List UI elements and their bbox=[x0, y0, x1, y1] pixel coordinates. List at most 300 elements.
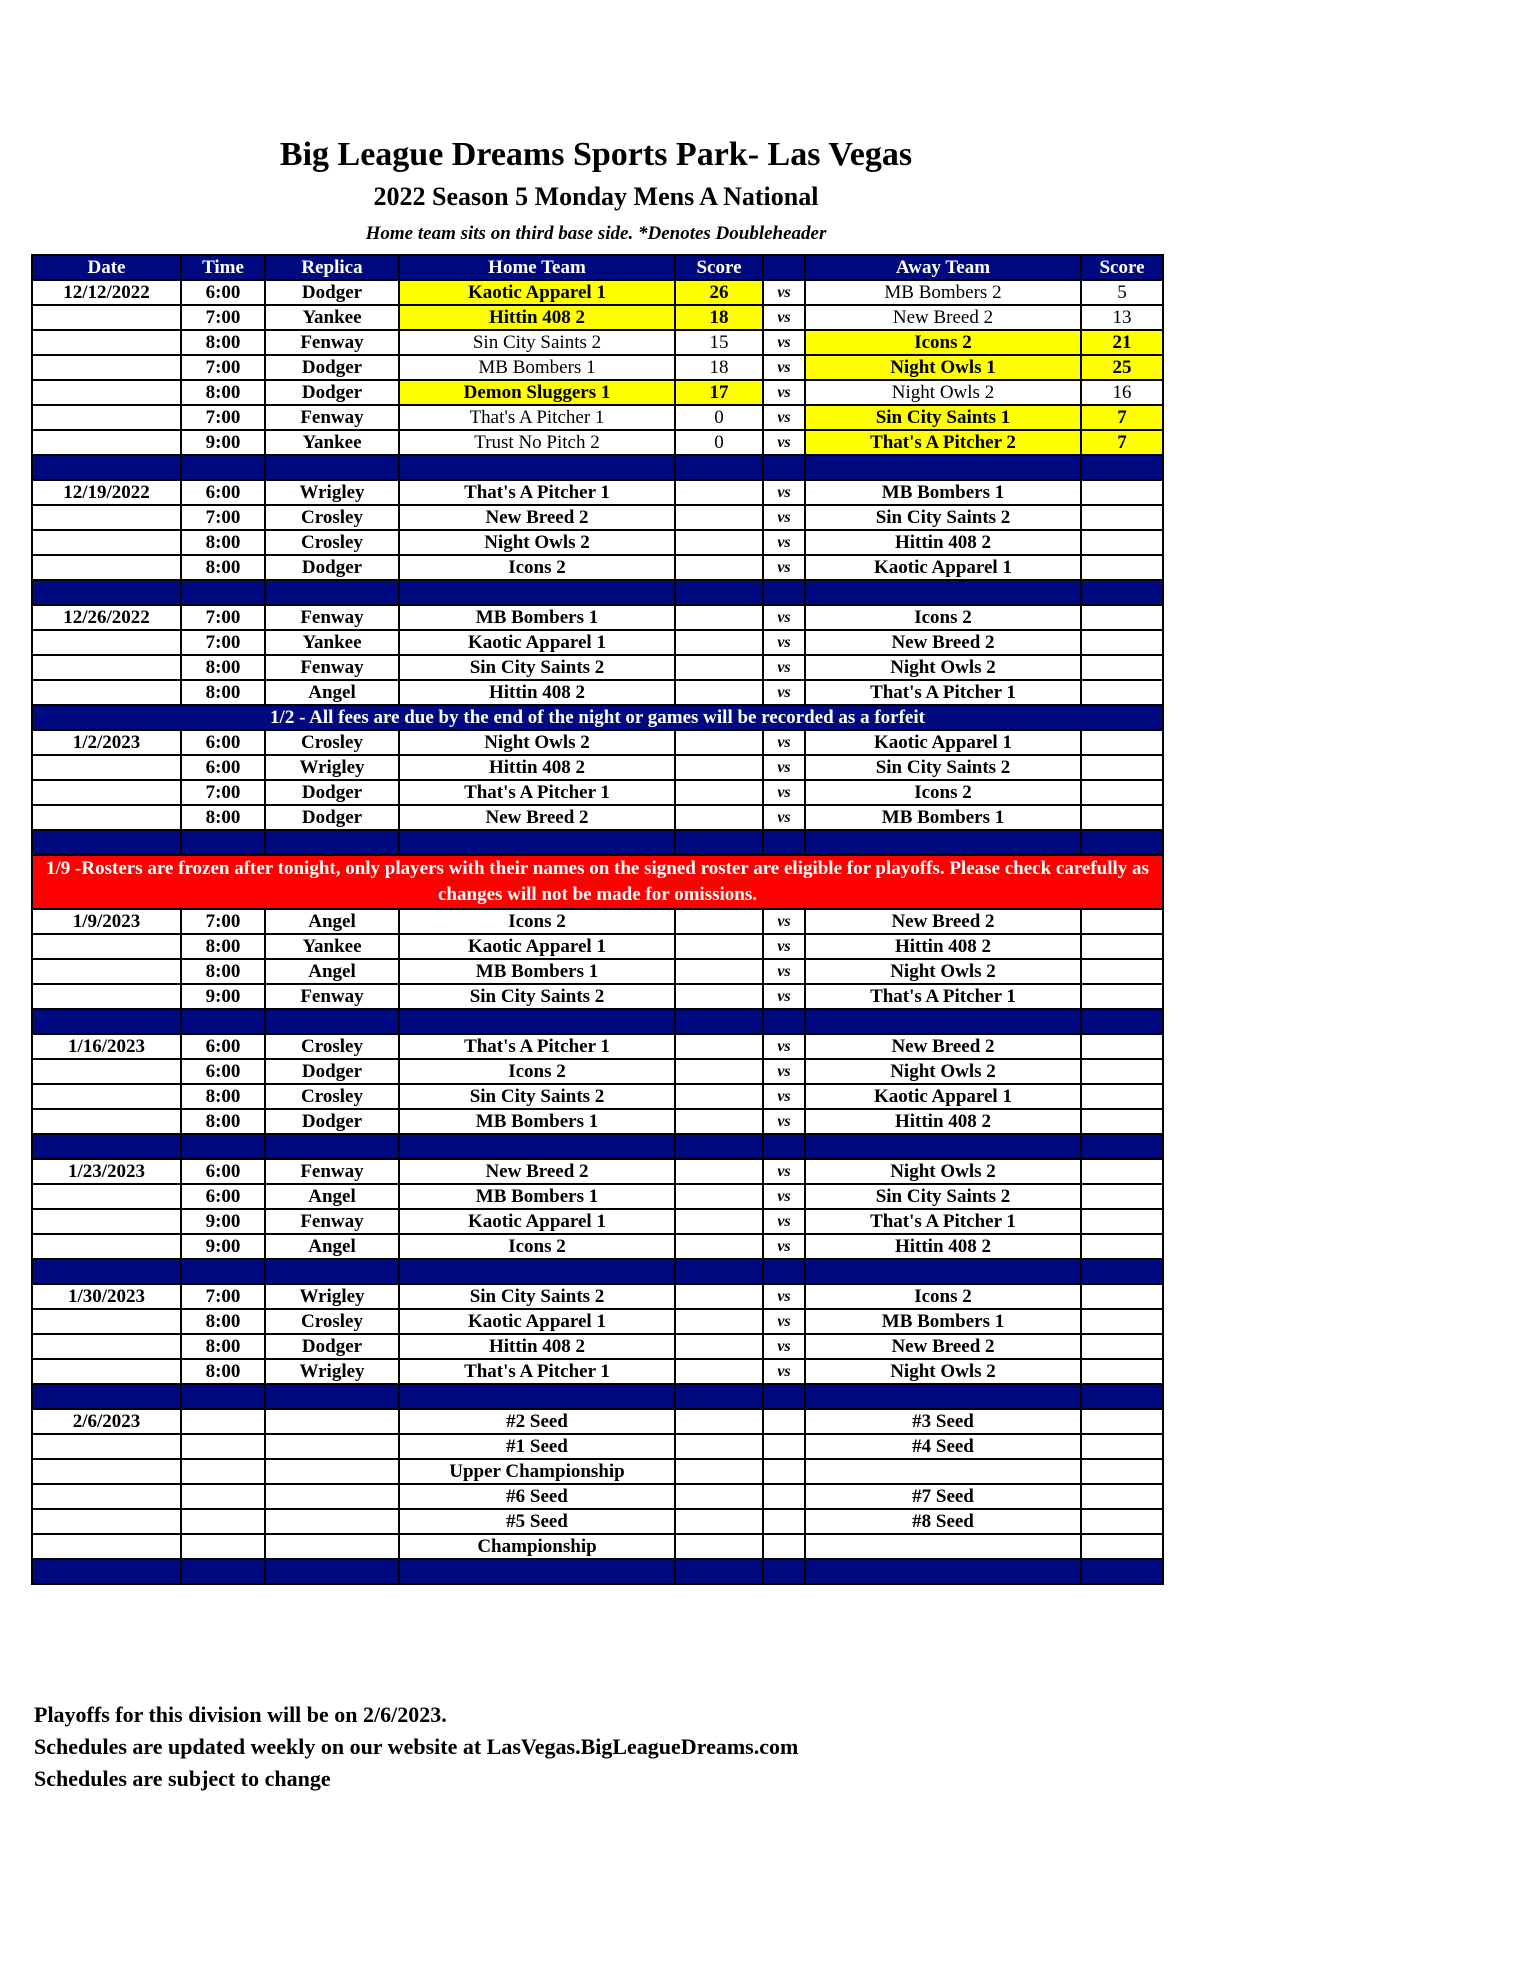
game-date bbox=[32, 755, 181, 780]
page-subtitle: 2022 Season 5 Monday Mens A National bbox=[373, 182, 819, 211]
fee-notice-row bbox=[32, 705, 1163, 730]
separator-cell bbox=[181, 1009, 265, 1034]
game-row bbox=[32, 555, 1163, 580]
home-score: 0 bbox=[675, 405, 763, 430]
separator-cell bbox=[1081, 455, 1163, 480]
separator-cell bbox=[805, 455, 1081, 480]
game-field: Wrigley bbox=[265, 755, 399, 780]
game-row bbox=[32, 1084, 1163, 1109]
separator-cell bbox=[1081, 1009, 1163, 1034]
game-time: 6:00 bbox=[181, 755, 265, 780]
home-team: That's A Pitcher 1 bbox=[399, 480, 675, 505]
game-time: 7:00 bbox=[181, 605, 265, 630]
home-score bbox=[675, 934, 763, 959]
separator-cell bbox=[1081, 830, 1163, 855]
vs-label bbox=[763, 1534, 805, 1559]
home-score bbox=[675, 1534, 763, 1559]
game-time: 7:00 bbox=[181, 630, 265, 655]
game-time: 8:00 bbox=[181, 1309, 265, 1334]
away-score: 5 bbox=[1081, 280, 1163, 305]
game-row bbox=[32, 755, 1163, 780]
separator-cell bbox=[675, 455, 763, 480]
game-field: Crosley bbox=[265, 530, 399, 555]
vs-label: vs bbox=[763, 430, 805, 455]
week-separator bbox=[32, 1559, 1163, 1584]
game-time: 7:00 bbox=[181, 355, 265, 380]
separator-cell bbox=[805, 1559, 1081, 1584]
game-time: 8:00 bbox=[181, 934, 265, 959]
away-score bbox=[1081, 1084, 1163, 1109]
game-date: 1/30/2023 bbox=[32, 1284, 181, 1309]
away-score bbox=[1081, 1459, 1163, 1484]
separator-cell bbox=[181, 1559, 265, 1584]
away-team: #7 Seed bbox=[805, 1484, 1081, 1509]
home-score bbox=[675, 605, 763, 630]
separator-cell bbox=[399, 1009, 675, 1034]
game-time: 8:00 bbox=[181, 1334, 265, 1359]
week-separator bbox=[32, 1134, 1163, 1159]
game-date: 1/9/2023 bbox=[32, 909, 181, 934]
home-team: Sin City Saints 2 bbox=[399, 655, 675, 680]
separator-cell bbox=[399, 1259, 675, 1284]
separator-cell bbox=[763, 1559, 805, 1584]
column-header bbox=[763, 255, 805, 280]
away-team: Night Owls 2 bbox=[805, 1059, 1081, 1084]
game-field: Wrigley bbox=[265, 1359, 399, 1384]
game-date bbox=[32, 780, 181, 805]
vs-label: vs bbox=[763, 1359, 805, 1384]
game-time: 8:00 bbox=[181, 680, 265, 705]
home-team: Icons 2 bbox=[399, 909, 675, 934]
away-score bbox=[1081, 555, 1163, 580]
vs-label: vs bbox=[763, 380, 805, 405]
home-score bbox=[675, 755, 763, 780]
vs-label: vs bbox=[763, 984, 805, 1009]
home-score bbox=[675, 1284, 763, 1309]
game-date bbox=[32, 1209, 181, 1234]
vs-label: vs bbox=[763, 1334, 805, 1359]
footer-line: Schedules are subject to change bbox=[34, 1766, 331, 1791]
separator-cell bbox=[181, 830, 265, 855]
home-team: Sin City Saints 2 bbox=[399, 1284, 675, 1309]
game-row bbox=[32, 480, 1163, 505]
game-time: 7:00 bbox=[181, 1284, 265, 1309]
game-row bbox=[32, 1059, 1163, 1084]
game-field: Dodger bbox=[265, 1334, 399, 1359]
vs-label bbox=[763, 1434, 805, 1459]
game-row bbox=[32, 1334, 1163, 1359]
game-date bbox=[32, 934, 181, 959]
game-time: 9:00 bbox=[181, 984, 265, 1009]
game-row bbox=[32, 405, 1163, 430]
home-score bbox=[675, 730, 763, 755]
separator-cell bbox=[675, 1384, 763, 1409]
home-team: Hittin 408 2 bbox=[399, 680, 675, 705]
game-field: Dodger bbox=[265, 1059, 399, 1084]
home-score bbox=[675, 555, 763, 580]
home-team: Kaotic Apparel 1 bbox=[399, 934, 675, 959]
away-score: 16 bbox=[1081, 380, 1163, 405]
away-score bbox=[1081, 1284, 1163, 1309]
vs-label: vs bbox=[763, 805, 805, 830]
vs-label bbox=[763, 1409, 805, 1434]
game-row bbox=[32, 1234, 1163, 1259]
game-date bbox=[32, 1309, 181, 1334]
home-score bbox=[675, 1334, 763, 1359]
away-team: MB Bombers 1 bbox=[805, 1309, 1081, 1334]
game-field: Yankee bbox=[265, 934, 399, 959]
week-separator bbox=[32, 580, 1163, 605]
game-time: 7:00 bbox=[181, 405, 265, 430]
away-team: Hittin 408 2 bbox=[805, 934, 1081, 959]
vs-label: vs bbox=[763, 1234, 805, 1259]
game-row bbox=[32, 1409, 1163, 1434]
home-team: Kaotic Apparel 1 bbox=[399, 1209, 675, 1234]
away-team: New Breed 2 bbox=[805, 909, 1081, 934]
game-date bbox=[32, 655, 181, 680]
column-header: Score bbox=[1081, 255, 1163, 280]
game-field: Crosley bbox=[265, 1084, 399, 1109]
away-score bbox=[1081, 530, 1163, 555]
game-time: 6:00 bbox=[181, 730, 265, 755]
away-score bbox=[1081, 505, 1163, 530]
separator-cell bbox=[181, 455, 265, 480]
home-score bbox=[675, 805, 763, 830]
vs-label: vs bbox=[763, 630, 805, 655]
home-team: Icons 2 bbox=[399, 555, 675, 580]
away-team: Sin City Saints 1 bbox=[805, 405, 1081, 430]
vs-label: vs bbox=[763, 530, 805, 555]
game-field bbox=[265, 1509, 399, 1534]
game-date bbox=[32, 1109, 181, 1134]
separator-cell bbox=[32, 1559, 181, 1584]
game-time bbox=[181, 1459, 265, 1484]
away-team: Kaotic Apparel 1 bbox=[805, 555, 1081, 580]
week-separator bbox=[32, 1384, 1163, 1409]
vs-label: vs bbox=[763, 405, 805, 430]
game-time: 6:00 bbox=[181, 1034, 265, 1059]
away-score: 25 bbox=[1081, 355, 1163, 380]
game-time: 8:00 bbox=[181, 1359, 265, 1384]
vs-label: vs bbox=[763, 330, 805, 355]
home-team: Championship bbox=[399, 1534, 675, 1559]
separator-cell bbox=[1081, 1559, 1163, 1584]
home-team: #1 Seed bbox=[399, 1434, 675, 1459]
separator-cell bbox=[805, 1259, 1081, 1284]
separator-cell bbox=[399, 1559, 675, 1584]
game-date bbox=[32, 1334, 181, 1359]
home-team: Icons 2 bbox=[399, 1059, 675, 1084]
game-date bbox=[32, 1434, 181, 1459]
game-row bbox=[32, 959, 1163, 984]
home-score: 26 bbox=[675, 280, 763, 305]
vs-label: vs bbox=[763, 730, 805, 755]
home-score bbox=[675, 530, 763, 555]
game-field: Fenway bbox=[265, 655, 399, 680]
game-time: 9:00 bbox=[181, 1234, 265, 1259]
separator-cell bbox=[805, 580, 1081, 605]
away-score bbox=[1081, 1509, 1163, 1534]
home-score: 18 bbox=[675, 305, 763, 330]
vs-label: vs bbox=[763, 1109, 805, 1134]
game-field: Fenway bbox=[265, 1159, 399, 1184]
game-date bbox=[32, 959, 181, 984]
game-row bbox=[32, 1209, 1163, 1234]
home-team: New Breed 2 bbox=[399, 505, 675, 530]
game-field: Dodger bbox=[265, 555, 399, 580]
separator-cell bbox=[763, 1259, 805, 1284]
game-date bbox=[32, 430, 181, 455]
away-team: That's A Pitcher 1 bbox=[805, 984, 1081, 1009]
game-row bbox=[32, 1109, 1163, 1134]
game-date bbox=[32, 1359, 181, 1384]
game-field: Wrigley bbox=[265, 480, 399, 505]
away-team: Sin City Saints 2 bbox=[805, 1184, 1081, 1209]
home-team: Icons 2 bbox=[399, 1234, 675, 1259]
game-date: 1/16/2023 bbox=[32, 1034, 181, 1059]
away-score: 21 bbox=[1081, 330, 1163, 355]
game-field: Angel bbox=[265, 1234, 399, 1259]
game-field: Crosley bbox=[265, 1309, 399, 1334]
game-date: 1/2/2023 bbox=[32, 730, 181, 755]
game-row bbox=[32, 355, 1163, 380]
away-score bbox=[1081, 605, 1163, 630]
away-team: Sin City Saints 2 bbox=[805, 755, 1081, 780]
game-field: Fenway bbox=[265, 1209, 399, 1234]
game-time: 8:00 bbox=[181, 530, 265, 555]
vs-label: vs bbox=[763, 655, 805, 680]
schedule-body bbox=[32, 280, 1163, 1584]
game-date bbox=[32, 330, 181, 355]
page-title: Big League Dreams Sports Park- Las Vegas bbox=[279, 136, 913, 173]
separator-cell bbox=[1081, 1259, 1163, 1284]
fee-notice: 1/2 - All fees are due by the end of the night or games will be recorded as a forfeit bbox=[32, 705, 1163, 730]
vs-label bbox=[763, 1509, 805, 1534]
separator-cell bbox=[399, 830, 675, 855]
column-header: Away Team bbox=[805, 255, 1081, 280]
home-team: MB Bombers 1 bbox=[399, 1184, 675, 1209]
separator-cell bbox=[265, 1134, 399, 1159]
away-team: #8 Seed bbox=[805, 1509, 1081, 1534]
home-team: New Breed 2 bbox=[399, 805, 675, 830]
home-score bbox=[675, 780, 763, 805]
home-team: That's A Pitcher 1 bbox=[399, 405, 675, 430]
game-row bbox=[32, 1184, 1163, 1209]
vs-label: vs bbox=[763, 680, 805, 705]
separator-cell bbox=[32, 1259, 181, 1284]
schedule-note: Home team sits on third base side. *Denotes Doubleheader bbox=[365, 223, 827, 244]
separator-cell bbox=[805, 1009, 1081, 1034]
game-date: 1/23/2023 bbox=[32, 1159, 181, 1184]
game-date bbox=[32, 530, 181, 555]
away-score bbox=[1081, 1159, 1163, 1184]
game-field: Dodger bbox=[265, 780, 399, 805]
separator-cell bbox=[1081, 1134, 1163, 1159]
game-field bbox=[265, 1534, 399, 1559]
away-team: New Breed 2 bbox=[805, 1334, 1081, 1359]
separator-cell bbox=[763, 830, 805, 855]
game-field: Dodger bbox=[265, 380, 399, 405]
column-header: Replica bbox=[265, 255, 399, 280]
game-field: Angel bbox=[265, 959, 399, 984]
game-row bbox=[32, 505, 1163, 530]
game-field: Yankee bbox=[265, 430, 399, 455]
game-row bbox=[32, 1284, 1163, 1309]
game-row bbox=[32, 730, 1163, 755]
vs-label: vs bbox=[763, 1184, 805, 1209]
game-row bbox=[32, 380, 1163, 405]
game-row bbox=[32, 1434, 1163, 1459]
game-time bbox=[181, 1534, 265, 1559]
vs-label: vs bbox=[763, 555, 805, 580]
home-score bbox=[675, 1234, 763, 1259]
separator-cell bbox=[805, 1384, 1081, 1409]
vs-label: vs bbox=[763, 305, 805, 330]
away-score bbox=[1081, 984, 1163, 1009]
vs-label: vs bbox=[763, 1084, 805, 1109]
game-row bbox=[32, 909, 1163, 934]
away-score bbox=[1081, 805, 1163, 830]
footer-line: Playoffs for this division will be on 2/6/2023. bbox=[34, 1702, 447, 1727]
game-date bbox=[32, 305, 181, 330]
away-score bbox=[1081, 680, 1163, 705]
home-score bbox=[675, 1059, 763, 1084]
game-row bbox=[32, 1534, 1163, 1559]
vs-label: vs bbox=[763, 605, 805, 630]
away-team: Icons 2 bbox=[805, 330, 1081, 355]
home-score bbox=[675, 1084, 763, 1109]
away-team: New Breed 2 bbox=[805, 305, 1081, 330]
away-score bbox=[1081, 630, 1163, 655]
game-time bbox=[181, 1409, 265, 1434]
game-date bbox=[32, 1534, 181, 1559]
game-time: 8:00 bbox=[181, 555, 265, 580]
game-time: 7:00 bbox=[181, 780, 265, 805]
away-score: 7 bbox=[1081, 405, 1163, 430]
game-field: Crosley bbox=[265, 1034, 399, 1059]
game-time: 7:00 bbox=[181, 505, 265, 530]
home-team: Kaotic Apparel 1 bbox=[399, 280, 675, 305]
away-score bbox=[1081, 780, 1163, 805]
game-row bbox=[32, 1159, 1163, 1184]
away-team: Night Owls 2 bbox=[805, 1159, 1081, 1184]
home-team: Kaotic Apparel 1 bbox=[399, 1309, 675, 1334]
away-team: Night Owls 2 bbox=[805, 655, 1081, 680]
separator-cell bbox=[675, 1009, 763, 1034]
away-team: #3 Seed bbox=[805, 1409, 1081, 1434]
vs-label: vs bbox=[763, 934, 805, 959]
game-time: 8:00 bbox=[181, 959, 265, 984]
home-team: Upper Championship bbox=[399, 1459, 675, 1484]
vs-label: vs bbox=[763, 480, 805, 505]
home-team: MB Bombers 1 bbox=[399, 605, 675, 630]
home-score bbox=[675, 1409, 763, 1434]
vs-label: vs bbox=[763, 755, 805, 780]
away-team: New Breed 2 bbox=[805, 630, 1081, 655]
home-team: Kaotic Apparel 1 bbox=[399, 630, 675, 655]
away-score bbox=[1081, 1434, 1163, 1459]
game-time: 6:00 bbox=[181, 1059, 265, 1084]
game-row bbox=[32, 430, 1163, 455]
home-score bbox=[675, 1459, 763, 1484]
away-team: Sin City Saints 2 bbox=[805, 505, 1081, 530]
game-time: 7:00 bbox=[181, 305, 265, 330]
away-score: 13 bbox=[1081, 305, 1163, 330]
away-team: That's A Pitcher 2 bbox=[805, 430, 1081, 455]
game-time: 8:00 bbox=[181, 330, 265, 355]
game-row bbox=[32, 605, 1163, 630]
game-date bbox=[32, 555, 181, 580]
week-separator bbox=[32, 1009, 1163, 1034]
vs-label: vs bbox=[763, 280, 805, 305]
game-row bbox=[32, 805, 1163, 830]
away-team: Hittin 408 2 bbox=[805, 530, 1081, 555]
away-score bbox=[1081, 934, 1163, 959]
away-score bbox=[1081, 1309, 1163, 1334]
roster-notice-row bbox=[32, 855, 1163, 909]
home-score bbox=[675, 959, 763, 984]
separator-cell bbox=[763, 1134, 805, 1159]
game-date bbox=[32, 1184, 181, 1209]
away-score bbox=[1081, 909, 1163, 934]
game-date bbox=[32, 1059, 181, 1084]
away-team: MB Bombers 2 bbox=[805, 280, 1081, 305]
schedule-table bbox=[31, 254, 1164, 1585]
game-time: 9:00 bbox=[181, 430, 265, 455]
game-field: Yankee bbox=[265, 630, 399, 655]
column-header: Score bbox=[675, 255, 763, 280]
game-date bbox=[32, 680, 181, 705]
away-team: Icons 2 bbox=[805, 1284, 1081, 1309]
game-date bbox=[32, 1234, 181, 1259]
separator-cell bbox=[265, 1259, 399, 1284]
vs-label: vs bbox=[763, 780, 805, 805]
vs-label bbox=[763, 1459, 805, 1484]
home-team: That's A Pitcher 1 bbox=[399, 1359, 675, 1384]
home-score: 18 bbox=[675, 355, 763, 380]
game-field: Fenway bbox=[265, 405, 399, 430]
separator-cell bbox=[181, 580, 265, 605]
home-team: Night Owls 2 bbox=[399, 730, 675, 755]
away-team: Hittin 408 2 bbox=[805, 1234, 1081, 1259]
game-time: 8:00 bbox=[181, 1109, 265, 1134]
away-score bbox=[1081, 1484, 1163, 1509]
game-field: Fenway bbox=[265, 330, 399, 355]
away-team: Hittin 408 2 bbox=[805, 1109, 1081, 1134]
away-team: #4 Seed bbox=[805, 1434, 1081, 1459]
game-row bbox=[32, 780, 1163, 805]
separator-cell bbox=[1081, 580, 1163, 605]
home-score bbox=[675, 1209, 763, 1234]
separator-cell bbox=[265, 1009, 399, 1034]
home-team: Trust No Pitch 2 bbox=[399, 430, 675, 455]
separator-cell bbox=[399, 1134, 675, 1159]
away-score bbox=[1081, 1034, 1163, 1059]
home-score bbox=[675, 1159, 763, 1184]
home-score bbox=[675, 1034, 763, 1059]
separator-cell bbox=[675, 830, 763, 855]
vs-label: vs bbox=[763, 505, 805, 530]
home-team: Sin City Saints 2 bbox=[399, 1084, 675, 1109]
separator-cell bbox=[181, 1384, 265, 1409]
home-team: Hittin 408 2 bbox=[399, 305, 675, 330]
away-team: Night Owls 2 bbox=[805, 959, 1081, 984]
home-score: 0 bbox=[675, 430, 763, 455]
home-score bbox=[675, 480, 763, 505]
separator-cell bbox=[265, 1559, 399, 1584]
game-row bbox=[32, 1484, 1163, 1509]
home-team: Hittin 408 2 bbox=[399, 755, 675, 780]
